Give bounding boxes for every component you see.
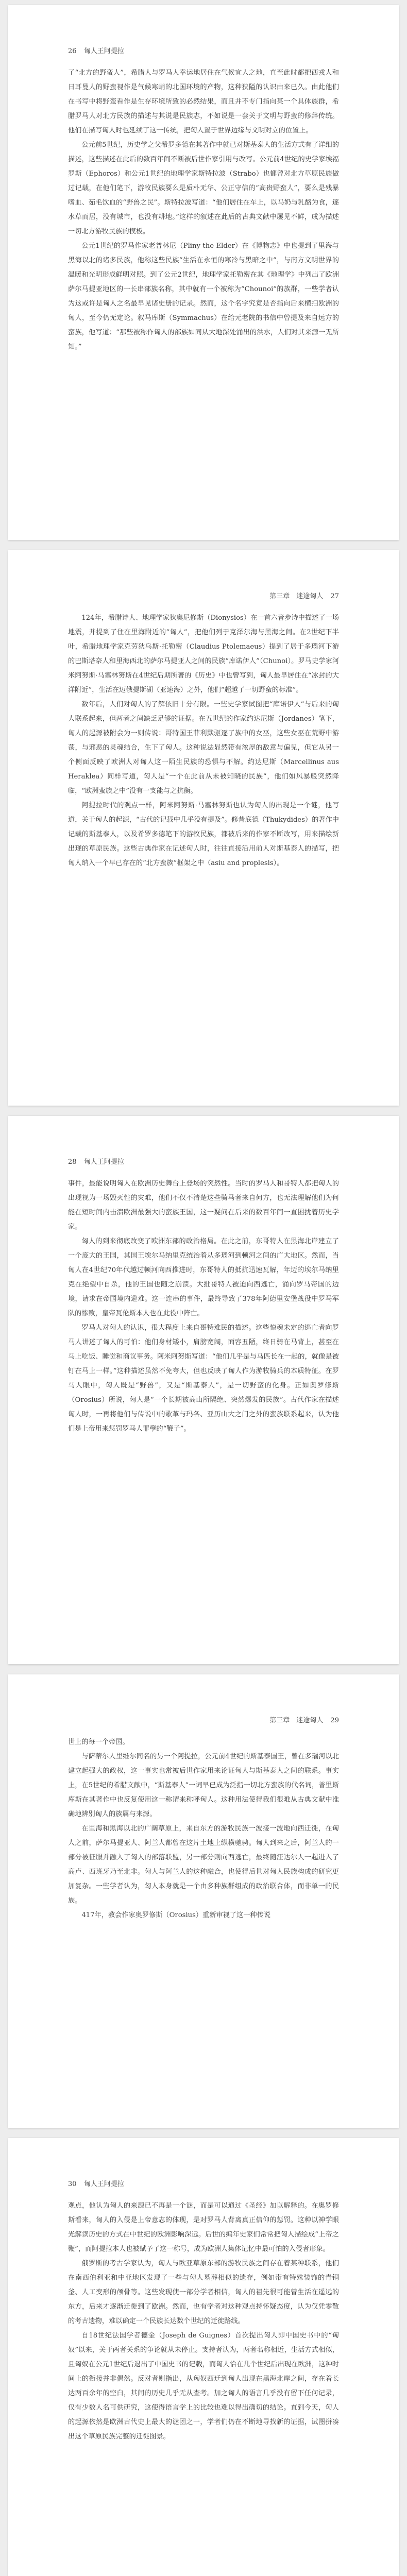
running-head: 匈人王阿提拉	[83, 1158, 124, 1166]
paragraph: 了“北方的野蛮人”，希腊人与罗马人幸运地居住在气候宜人之地，直至此时都把西戎人和日耳曼人的野蛮视作是气候寒峭的北国环境的产物，这种狭隘的认识由来已久。由此他们在书写中将野蛮看作是生存环境所致的必然结果，而且并不专门指向某一个具体族群，希腊罗马人对北方民族的描述与其说是民族志，不如说是一套关于文明与野蛮的修辞传统。他们在描写匈人时也延续了这一传统，把匈人置于世界边缘与文明对立的位置上。	[68, 69, 339, 134]
page-body	[68, 611, 339, 871]
paragraph: 数年后，人们对匈人的了解依旧十分有限。一些史学家试图把“库诺伊人”与后来的匈人联系起来，但两者之间缺乏足够的证据。在五世纪的作家约达尼斯（Jordanes）笔下，匈人的起源被附会为一则传说：哥特国王菲利默驱逐了族中的女巫，这些女巫在荒野中游荡，与邪恶的灵魂结合，生下了匈人。这种说法显然带有浓厚的敌意与偏见，但它从另一个侧面反映了欧洲人对匈人这一陌生民族的恐惧与不解。约达尼斯（Marcellinus aus Heraklea）同样写道，匈人是“一个在此前从未被知晓的民族”，他们如风暴般突然降临，“欧洲蛮族之中”没有一支能与之抗衡。	[68, 701, 339, 795]
running-head: 匈人王阿提拉	[83, 2180, 124, 2188]
page-number: 30	[68, 2180, 77, 2188]
paragraph: 公元1世纪的罗马作家老普林尼（Pliny the Elder）在《博物志》中也提到了里海与黑海以北的诸多民族，他称这些民族“生活在永恒的寒冷与黑暗之中”，与南方文明世界的温暖和光明形成鲜明对照。到了公元2世纪，地理学家托勒密在其《地理学》中列出了欧洲萨尔马提亚地区的一长串部族名称，其中就有一个被称为“Chounoi”的族群，一些学者认为这或许是匈人之名最早见诸史册的记录。然而，这个名字究竟是否指向后来横扫欧洲的匈人，至今仍无定论。叙马库斯（Symmachus）在给元老院的书信中曾提及来自远方的蛮族，他写道：“那些被称作匈人的部族如同从大地深处涌出的洪水，人们对其来源一无所知。”	[68, 242, 339, 351]
page-number: 27	[330, 592, 339, 600]
page-number: 28	[68, 1158, 77, 1166]
page-number: 29	[330, 1717, 339, 1724]
paragraph: 417年，教会作家奥罗修斯（Orosius）重新审视了这一种传说	[81, 1911, 270, 1919]
page-body	[68, 66, 339, 354]
paragraph: 罗马人对匈人的认识，很大程度上来自哥特难民的描述。这些惊魂未定的逃亡者向罗马人讲述了匈人的可怕：他们身材矮小，肩膀宽阔，面容丑陋，终日骑在马背上，甚至在马上吃饭、睡觉和商议事务。阿米阿努斯写道：“他们几乎是与马匹长在一起的，就像是被钉在马上一样。”这种描述虽然不免夸大，但也反映了匈人作为游牧骑兵的本质特征。在罗马人眼中，匈人既是“野兽”，又是“斯基泰人”，是一切野蛮的化身。正如奥罗修斯（Orosius）所说，匈人是“一个长期被高山所隔绝、突然爆发的民族”。古代作家在描述匈人时，一再将他们与传说中的歌革与玛各、亚历山大之门之外的蛮族联系起来，认为他们是上帝用来惩罚罗马人罪孽的“鞭子”。	[68, 1324, 339, 1433]
paragraph: 观点，他认为匈人的来源已不再是一个谜，而是可以通过《圣经》加以解释的。在奥罗修斯看来，匈人的入侵是上帝意志的体现，是对罗马人背离真正信仰的惩罚。这种以神学眼光解读历史的方式在中世纪的欧洲影响深远。后世的编年史家们常常把匈人描绘成“上帝之鞭”，而阿提拉本人也被赋予了这一称号，成为欧洲人集体记忆中最可怕的入侵者形象。	[68, 2202, 339, 2253]
book-page-26	[8, 5, 399, 540]
paragraph: 阿提拉时代的观点一样，阿米阿努斯·马塞林努斯也认为匈人的出现是一个谜，他写道，关于匈人的起源，“古代的记载中几乎没有提及”。修昔底德（Thukydides）的著作中记载的斯基泰人，以及希罗多德笔下的游牧民族，都被后来的作家不断改写，用来描绘新出现的草原民族。这些古典作家在记述匈人时，往往直接沿用前人对斯基泰人的描写，把匈人纳入一个早已存在的“北方蛮族”框架之中（asiu and proplesis）。	[68, 802, 339, 867]
page-header	[68, 2178, 124, 2188]
page-header	[269, 590, 339, 600]
paragraph: 匈人的到来彻底改变了欧洲东部的政治格局。在此之前，东哥特人在黑海北岸建立了一个庞大的王国，其国王埃尔马纳里克统治着从多瑙河到顿河之间的广大地区。然而，当匈人在4世纪70年代越过顿河向西推进时，东哥特人的抵抗迅速瓦解，年迈的埃尔马纳里克在绝望中自杀，他的王国也随之崩溃。大批哥特人被迫向西逃亡，涌向罗马帝国的边境，请求在帝国境内避难。这一连串的事件，最终导致了378年阿德里安堡战役中罗马军队的惨败，皇帝瓦伦斯本人也在此役中阵亡。	[68, 1238, 339, 1317]
page-header	[269, 1715, 339, 1724]
paragraph: 与萨蒂尔人里维尔同名的另一个阿提拉，公元前4世纪的斯基泰国王，曾在多瑙河以北建立起强大的政权，这一事实也常被后世作家用来论证匈人与斯基泰人之间的联系。事实上，在5世纪的希腊文献中，“斯基泰人”一词早已成为泛指一切北方蛮族的代名词，普里斯库斯在其著作中也反复使用这一称谓来称呼匈人。这种用法使得我们很难从古典文献中准确地辨别匈人的族属与来源。	[68, 1753, 339, 1818]
running-head: 第三章 迷途匈人	[269, 1717, 324, 1724]
paragraph: 世上的每一个帝国。	[68, 1738, 129, 1746]
running-head: 第三章 迷途匈人	[269, 592, 324, 600]
book-page-29	[8, 1674, 399, 2128]
paragraph: 俄罗斯的考古学家认为，匈人与欧亚草原东部的游牧民族之间存在着某种联系，他们在南西伯利亚和中亚地区发现了一些与匈人墓葬相似的遗存，例如带有特殊装饰的青铜釜、人工变形的颅骨等。这些发现使一部分学者相信，匈人的祖先很可能曾生活在遥远的东方，后来才逐渐迁徙到了欧洲。然而，也有学者对这种观点持怀疑态度，认为仅凭零散的考古遗物，难以确定一个民族长达数个世纪的迁徙路线。	[68, 2260, 339, 2325]
page-body	[68, 1735, 339, 1923]
page-number: 26	[68, 47, 77, 55]
page-header	[68, 45, 124, 55]
paragraph: 公元前5世纪，历史学之父希罗多德在其著作中就已对斯基泰人的生活方式有了详细的描述，这些描述在此后的数百年间不断被后世作家引用与改写。公元前4世纪的史学家埃福罗斯（Ephoros）和公元1世纪的地理学家斯特拉波（Strabo）也都曾对北方草原民族做过记载，在他们笔下，游牧民族要么是质朴无华、公正守信的“高贵野蛮人”，要么是残暴嗜血、茹毛饮血的“野兽之民”。斯特拉波写道：“他们居住在车上，以马奶与乳酪为食，逐水草而居，没有城市，也没有耕地。”这样的叙述在此后的古典文献中屡见不鲜，成为描述一切北方游牧民族的模板。	[68, 141, 339, 235]
paragraph: 124年，希腊诗人、地理学家狄奥尼修斯（Dionysios）在一首六音步诗中描述了一场地震，并提到了住在里海附近的“匈人”，把他们列于克泽尔海与黑海之间。在2世纪下半叶，希腊地理学家克劳狄乌斯·托勒密（Claudius Ptolemaeus）提到了居于多瑙河下游的巴斯塔奈人和里海西北的萨尔马提亚人之间的民族“库诺伊人”（Chunoi）。罗马史学家阿米阿努斯·马塞林努斯在4世纪后期所著的《历史》中也曾写到，匈人最早居住在“冰封的大洋附近”，生活在迈俄提斯湖（亚速海）之外，他们“超越了一切野蛮的标准”。	[68, 614, 339, 694]
page-header	[68, 1156, 124, 1166]
book-page-28	[8, 1116, 399, 1664]
running-head: 匈人王阿提拉	[83, 47, 124, 55]
paragraph: 自18世纪法国学者德金（Joseph de Guignes）首次提出匈人即中国史书中的“匈奴”以来，关于两者关系的争论就从未停止。支持者认为，两者名称相近，生活方式相似，且匈奴在公元1世纪后退出了中国史书的记载，而匈人恰在几个世纪后出现在欧洲，这种时间上的衔接并非偶然。反对者则指出，从匈奴西迁到匈人出现在黑海北岸之间，存在着长达两百余年的空白，其间的历史几乎无从查考。加之匈人的语言几乎没有留下任何记录，仅有少数人名可供研究，这使得语言学上的比较也难以得出确切的结论。直到今天，匈人的起源依然是欧洲古代史上最大的谜团之一，学者们仍在不断地寻找新的证据，试图拼凑出这个草原民族完整的迁徙图景。	[68, 2332, 339, 2441]
paragraph: 在里海和黑海以北的广阔草原上，来自东方的游牧民族一波接一波地向西迁徙，在匈人之前，萨尔马提亚人、阿兰人都曾在这片土地上纵横驰骋。匈人到来之后，阿兰人的一部分被征服并融入了匈人的部落联盟，另一部分则向西逃亡，最终随汪达尔人一起进入了高卢、西班牙乃至北非。匈人与阿兰人的这种融合，也使得后世对匈人民族构成的研究更加复杂。一些学者认为，匈人本身就是一个由多种族群组成的政治联合体，而非单一的民族。	[68, 1825, 339, 1905]
page-body	[68, 1177, 339, 1436]
page-body	[68, 2199, 339, 2444]
book-page-27	[8, 550, 399, 1106]
book-page-30	[8, 2138, 399, 2576]
paragraph: 事件，最能说明匈人在欧洲历史舞台上登场的突然性。当时的罗马人和哥特人都把匈人的出现视为一场毁灭性的灾难，他们不仅不清楚这些骑马者来自何方，也无法理解他们为何能在短时间内击溃欧洲最强大的蛮族王国，这一疑问在后来的数百年间一直困扰着历史学家。	[68, 1180, 339, 1231]
